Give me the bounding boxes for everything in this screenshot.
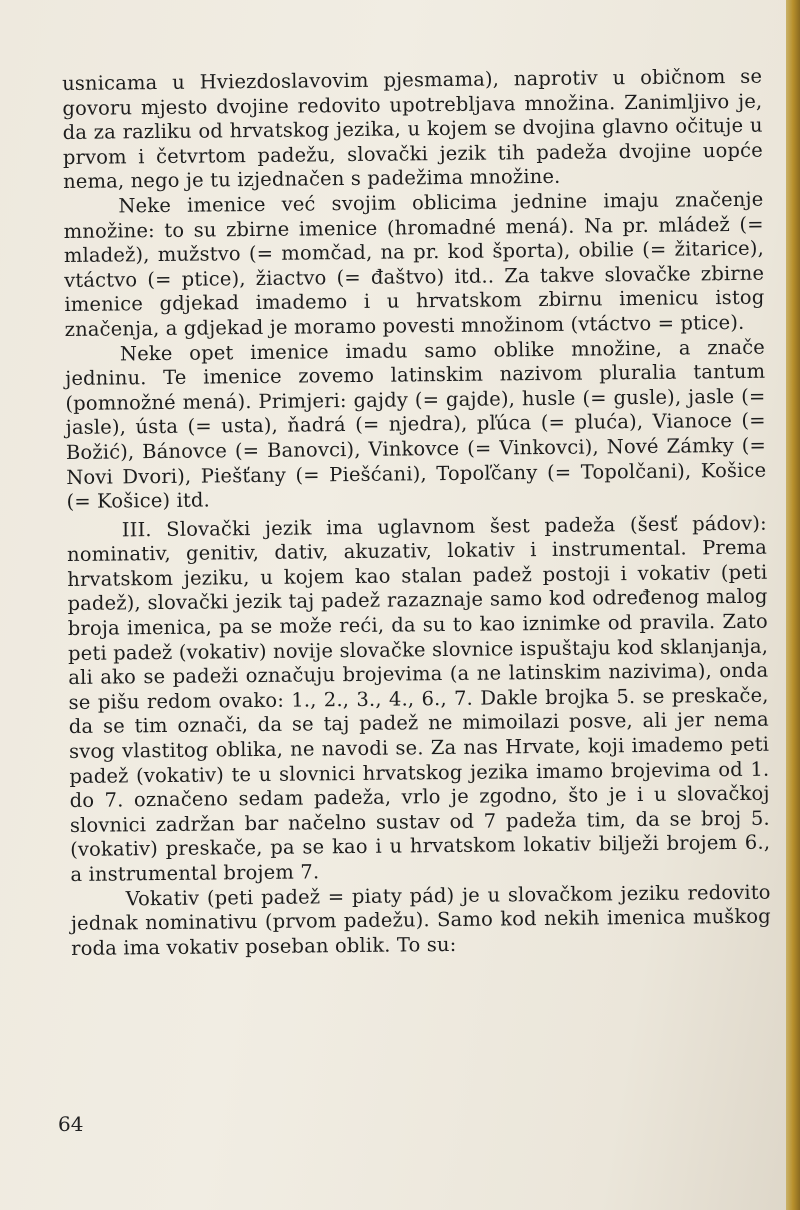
paragraph-1: usnicama u Hviezdoslavovim pjesmama), naprotiv u običnom se govoru mjesto dvojine redovito upotrebljava množina. Zanimljivo je, da za razliku od hrvatskog jezika, u kojem se dvojina glavno očituje u prvom i četvrtom padežu, slovački jezik tih padeža dvojine uopće nema, nego je tu izjednačen s padežima množine.	[62, 64, 763, 194]
body-text	[62, 65, 771, 962]
paragraph-5: Vokativ (peti padež = piaty pád) je u slovačkom jeziku redovito jednak nominativu (prvom padežu). Samo kod nekih imenica muškog roda ima vokativ poseban oblik. To su:	[70, 880, 772, 960]
paragraph-2: Neke imenice već svojim oblicima jednine imaju značenje množine: to su zbirne imenice (hromadné mená). Na pr. mládež (= mladež), mužstvo (= momčad, na pr. kod športa), obilie (= žitarice), vtáctvo (= ptice), žiactvo (= đaštvo) itd.. Za takve slovačke zbirne imenice gdjekad imademo i u hrvatskom zbirnu imenicu istog značenja, a gdjekad je moramo povesti množinom (vtáctvo = ptice).	[63, 187, 765, 341]
paragraph-3: Neke opet imenice imadu samo oblike množine, a znače jedninu. Te imenice zovemo latinskim nazivom pluralia tantum (pomnožné mená). Primjeri: gajdy (= gajde), husle (= gusle), jasle (= jasle), ústa (= usta), ňadrá (= njedra), pľúca (= pluća), Vianoce (= Božić), Bánovce (= Banovci), Vinkovce (= Vinkovci), Nové Zámky (= Novi Dvori), Piešťany (= Piešćani), Topoľčany (= Topolčani), Košice (= Košice) itd.	[65, 335, 767, 514]
page-edge	[786, 0, 800, 1210]
page-number: 64	[58, 1112, 84, 1136]
paragraph-4: III. Slovački jezik ima uglavnom šest padeža (šesť pádov): nominativ, genitiv, dativ, akuzativ, lokativ i instrumental. Prema hrvatskom jeziku, u kojem kao stalan padež postoji i vokativ (peti padež), slovački jezik taj padež razaznaje samo kod određenog malog broja imenica, pa se može reći, da su to kao iznimke od pravila. Zato peti padež (vokativ) novije slovačke slovnice ispuštaju kod sklanjanja, ali ako se padeži označuju brojevima (a ne latinskim nazivima), onda se pišu redom ovako: 1., 2., 3., 4., 6., 7. Dakle brojka 5. se preskače, da se tim označi, da se taj padež ne mimoilazi posve, ali jer nema svog vlastitog oblika, ne navodi se. Za nas Hrvate, koji imademo peti padež (vokativ) te u slovnici hrvatskog jezika imamo brojevima od 1. do 7. označeno sedam padeža, vrlo je zgodno, što je i u slovačkoj slovnici zadržan bar načelno sustav od 7 padeža tim, da se broj 5. (vokativ) preskače, pa se kao i u hrvatskom lokativ bilježi brojem 6., a instrumental brojem 7.	[66, 511, 771, 886]
